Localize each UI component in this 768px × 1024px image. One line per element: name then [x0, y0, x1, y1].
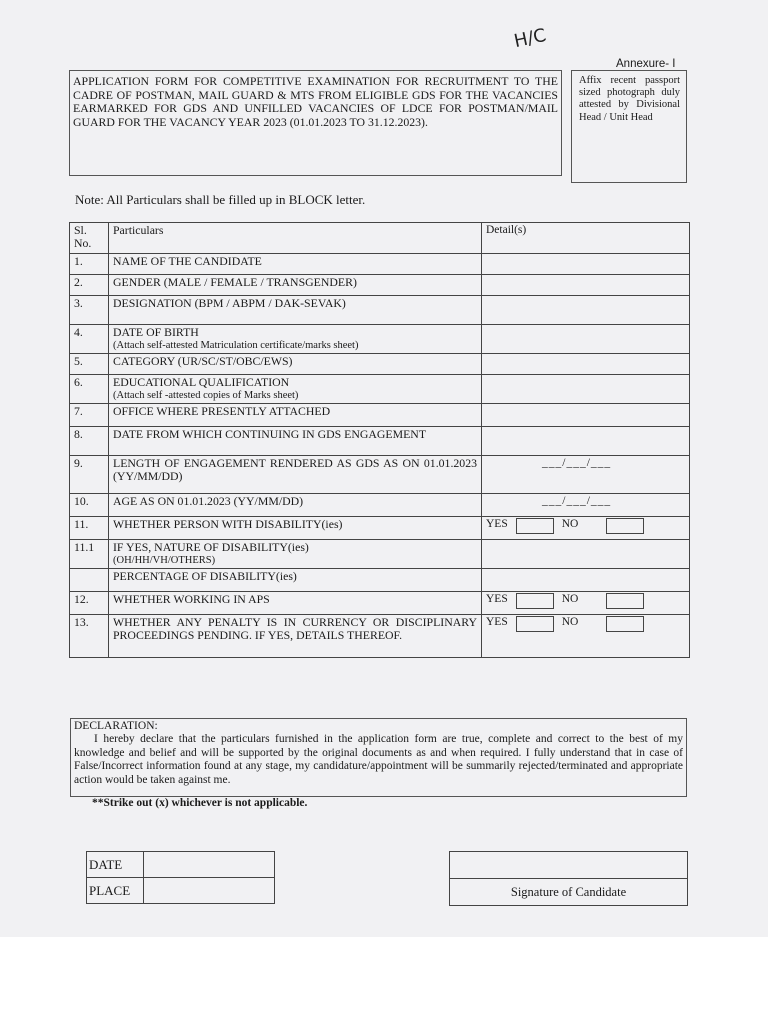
age-field[interactable] — [482, 494, 690, 517]
block-letter-note: Note: All Particulars shall be filled up in BLOCK letter. — [75, 192, 366, 207]
table-row — [70, 569, 690, 592]
engagement-length-field[interactable] — [482, 456, 690, 494]
row-sl: 8. — [70, 427, 109, 456]
table-row — [70, 540, 690, 569]
row-particular: PERCENTAGE OF DISABILITY(ies) — [109, 569, 482, 592]
particulars-table — [69, 222, 690, 658]
date-place-table — [86, 851, 275, 904]
row-sl: 6. — [70, 375, 109, 404]
disability-choice — [482, 517, 690, 540]
table-row — [70, 494, 690, 517]
row-particular-text: IF YES, NATURE OF DISABILITY(ies) — [113, 540, 309, 554]
gender-detail-field[interactable] — [482, 275, 690, 296]
disability-percentage-field[interactable] — [482, 569, 690, 592]
declaration-heading: DECLARATION: — [74, 720, 158, 732]
disability-nature-field[interactable] — [482, 540, 690, 569]
no-label: NO — [561, 518, 579, 530]
table-row — [70, 404, 690, 427]
yes-checkbox[interactable] — [516, 518, 554, 534]
header-sl-no: Sl. No. — [70, 223, 109, 254]
yes-label: YES — [486, 593, 508, 605]
handwritten-mark: H/C — [512, 24, 549, 53]
signature-field[interactable] — [450, 852, 688, 879]
row-sl: 10. — [70, 494, 109, 517]
row-particular: DATE FROM WHICH CONTINUING IN GDS ENGAGEMENT — [109, 427, 482, 456]
no-checkbox[interactable] — [606, 593, 644, 609]
table-row — [70, 254, 690, 275]
row-sl: 4. — [70, 325, 109, 354]
category-detail-field[interactable] — [482, 354, 690, 375]
no-checkbox[interactable] — [606, 616, 644, 632]
row-particular-subtext: (Attach self -attested copies of Marks sheet) — [113, 390, 299, 401]
header-particulars: Particulars — [109, 223, 482, 254]
aps-choice — [482, 592, 690, 615]
engagement-date-field[interactable] — [482, 427, 690, 456]
place-field[interactable] — [144, 878, 275, 904]
declaration-text: I hereby declare that the particulars furnished in the application form are true, complete and correct to the best of my knowledge and belief and will be supported by the original documents as and when required. I fully understand that in case of False/Incorrect information found at any stage, my candidature/appointment will be summarily rejected/terminated and appropriate action would be taken against me. — [74, 733, 683, 786]
row-sl: 1. — [70, 254, 109, 275]
row-sl: 7. — [70, 404, 109, 427]
table-row — [70, 517, 690, 540]
yes-checkbox[interactable] — [516, 616, 554, 632]
signature-label: Signature of Candidate — [450, 879, 688, 906]
row-particular: NAME OF THE CANDIDATE — [109, 254, 482, 275]
photo-box: Affix recent passport sized photograph duly attested by Divisional Head / Unit Head — [571, 70, 687, 183]
table-header-row — [70, 223, 690, 254]
row-sl: 12. — [70, 592, 109, 615]
table-row — [70, 615, 690, 658]
date-blank: ___/___/___ — [542, 495, 612, 507]
penalty-choice — [482, 615, 690, 658]
row-sl: 3. — [70, 296, 109, 325]
row-particular: AGE AS ON 01.01.2023 (YY/MM/DD) — [109, 494, 482, 517]
table-row — [70, 375, 690, 404]
row-particular-text: EDUCATIONAL QUALIFICATION — [113, 375, 290, 389]
table-row — [70, 325, 690, 354]
no-checkbox[interactable] — [606, 518, 644, 534]
annexure-label: Annexure- I — [616, 58, 676, 70]
row-particular: OFFICE WHERE PRESENTLY ATTACHED — [109, 404, 482, 427]
row-sl: 11.1 — [70, 540, 109, 569]
dob-detail-field[interactable] — [482, 325, 690, 354]
table-row — [70, 456, 690, 494]
table-row — [70, 354, 690, 375]
office-detail-field[interactable] — [482, 404, 690, 427]
row-particular: CATEGORY (UR/SC/ST/OBC/EWS) — [109, 354, 482, 375]
table-row — [70, 296, 690, 325]
row-particular: DESIGNATION (BPM / ABPM / DAK-SEVAK) — [109, 296, 482, 325]
row-particular-text: DATE OF BIRTH — [113, 325, 199, 339]
declaration-box — [70, 718, 687, 797]
date-label: DATE — [87, 852, 144, 878]
no-label: NO — [561, 616, 579, 628]
row-particular: WHETHER ANY PENALTY IS IN CURRENCY OR DISCIPLINARY PROCEEDINGS PENDING. IF YES, DETAILS THEREOF. — [109, 615, 482, 658]
row-sl: 2. — [70, 275, 109, 296]
row-particular: WHETHER PERSON WITH DISABILITY(ies) — [109, 517, 482, 540]
table-row — [70, 275, 690, 296]
header-details: Detail(s) — [482, 223, 690, 254]
row-particular — [109, 325, 482, 354]
table-row — [70, 427, 690, 456]
row-sl — [70, 569, 109, 592]
yes-checkbox[interactable] — [516, 593, 554, 609]
row-sl: 11. — [70, 517, 109, 540]
place-label: PLACE — [87, 878, 144, 904]
strike-out-note: **Strike out (x) whichever is not applicable. — [92, 797, 308, 809]
date-field[interactable] — [144, 852, 275, 878]
designation-detail-field[interactable] — [482, 296, 690, 325]
row-sl: 13. — [70, 615, 109, 658]
yes-label: YES — [486, 518, 508, 530]
row-particular: WHETHER WORKING IN APS — [109, 592, 482, 615]
form-title: APPLICATION FORM FOR COMPETITIVE EXAMINATION FOR RECRUITMENT TO THE CADRE OF POSTMAN, MAIL GUARD & MTS FROM ELIGIBLE GDS FOR THE VACANCIES EARMARKED FOR GDS AND UNFILLED VACANCIES OF LDCE FOR POSTMAN/MAIL GUARD FOR THE VACANCY YEAR 2023 (01.01.2023 TO 31.12.2023). — [69, 70, 562, 176]
row-particular — [109, 375, 482, 404]
row-particular: LENGTH OF ENGAGEMENT RENDERED AS GDS AS ON 01.01.2023 (YY/MM/DD) — [109, 456, 482, 494]
name-detail-field[interactable] — [482, 254, 690, 275]
row-particular — [109, 540, 482, 569]
date-blank: ___/___/___ — [542, 457, 612, 469]
row-sl: 9. — [70, 456, 109, 494]
no-label: NO — [561, 593, 579, 605]
row-particular-subtext: (OH/HH/VH/OTHERS) — [113, 555, 216, 566]
signature-table — [449, 851, 688, 906]
row-particular: GENDER (MALE / FEMALE / TRANSGENDER) — [109, 275, 482, 296]
row-particular-subtext: (Attach self-attested Matriculation certificate/marks sheet) — [113, 340, 359, 351]
education-detail-field[interactable] — [482, 375, 690, 404]
table-row — [70, 592, 690, 615]
row-sl: 5. — [70, 354, 109, 375]
yes-label: YES — [486, 616, 508, 628]
